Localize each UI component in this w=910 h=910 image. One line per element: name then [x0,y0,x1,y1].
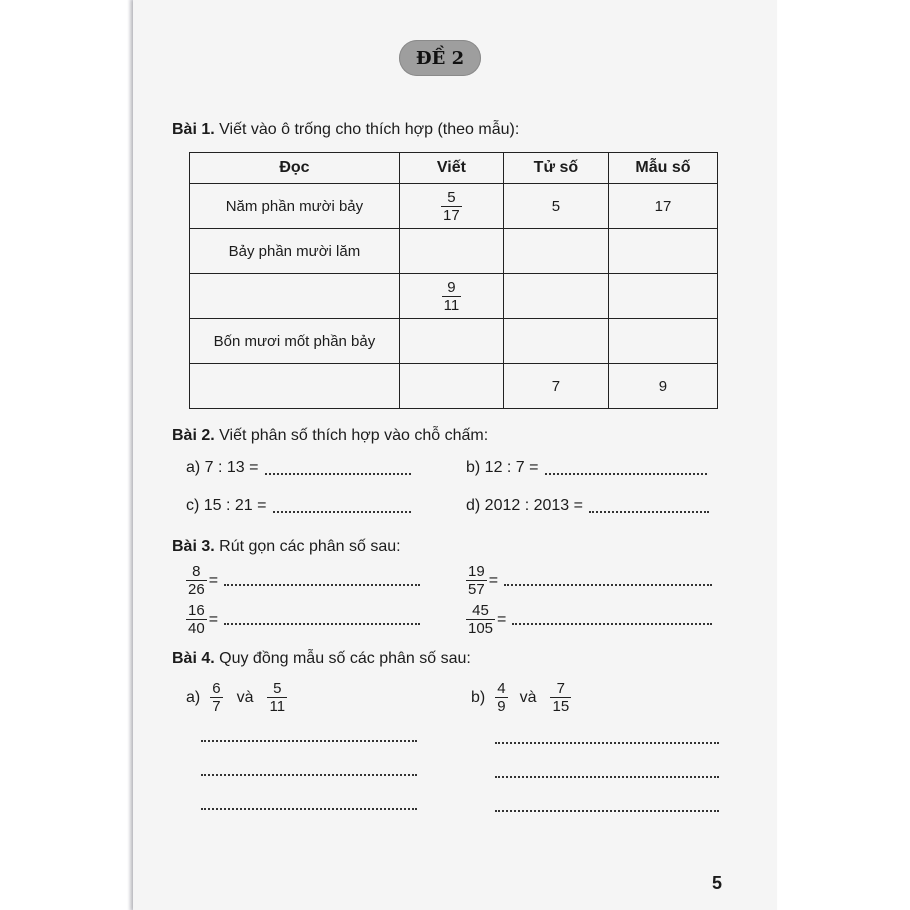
fraction [495,681,507,714]
table-row [190,319,718,364]
answer-blank[interactable] [512,622,712,625]
fraction [550,681,571,714]
equals-sign: = [497,610,507,628]
table-row [190,364,718,409]
fraction [442,280,462,313]
exercise-3-instruction: Rút gọn các phân số sau: [219,538,401,555]
denominator: 26 [188,581,205,598]
cell-tu-so: 7 [503,364,608,409]
denominator: 7 [212,698,221,715]
exercise-2d [466,497,709,515]
numerator: 8 [192,563,201,580]
exam-title-badge: ĐỀ 2 [399,40,481,76]
header-mau-so: Mẫu số [608,153,717,184]
table-row [190,229,718,274]
exercise-2a-text: a) 7 : 13 = [186,459,259,476]
exercise-1-label: Bài 1. [172,121,215,138]
exercise-3-label: Bài 3. [172,538,215,555]
exercise-2b-text: b) 12 : 7 = [466,459,539,476]
fraction [186,564,207,597]
denominator: 57 [468,581,485,598]
cell-viet [399,319,503,364]
answer-blank[interactable] [504,583,712,586]
exercise-4b [471,681,571,714]
answer-line[interactable] [201,740,417,742]
exercise-4-instruction: Quy đồng mẫu số các phân số sau: [219,650,471,667]
numerator: 5 [273,680,282,697]
cell-tu-so [503,229,608,274]
cell-viet [399,229,503,274]
cell-mau-so [608,229,717,274]
numerator: 7 [556,680,565,697]
answer-line[interactable] [201,774,417,776]
answer-blank[interactable] [545,472,707,475]
equals-sign: = [208,610,219,628]
exercise-4b-label: b) [471,688,486,706]
numerator: 5 [447,188,456,206]
fraction [466,603,495,636]
exercise-2c-text: c) 15 : 21 = [186,497,267,514]
exercise-2a [186,459,411,477]
equals-sign: = [488,571,499,589]
exercise-3-item-3 [186,603,420,636]
numerator: 9 [447,278,456,296]
cell-doc: Bốn mươi mốt phần bảy [190,319,400,364]
exercise-2-heading [172,427,488,445]
exercise-2d-text: d) 2012 : 2013 = [466,497,583,514]
denominator: 40 [188,620,205,637]
answer-line[interactable] [495,742,719,744]
and-word: và [236,688,254,706]
fraction [267,681,287,714]
answer-blank[interactable] [589,510,709,513]
answer-blank[interactable] [224,622,420,625]
cell-mau-so: 17 [608,184,717,229]
denominator: 17 [443,206,460,224]
numerator: 16 [188,602,205,619]
and-word: và [519,688,537,706]
exercise-2c [186,497,411,515]
exercise-2-label: Bài 2. [172,427,215,444]
cell-viet [399,274,503,319]
exercise-4-label: Bài 4. [172,650,215,667]
exercise-1-instruction: Viết vào ô trống cho thích hợp (theo mẫu): [219,121,520,138]
table-row [190,274,718,319]
page-number: 5 [712,873,723,893]
cell-mau-so [608,274,717,319]
answer-line[interactable] [201,808,417,810]
cell-viet [399,184,503,229]
numerator: 4 [497,680,506,697]
exercise-3-item-2 [466,564,712,597]
table-row [190,184,718,229]
denominator: 11 [443,296,460,314]
cell-tu-so: 5 [503,184,608,229]
exercise-2-instruction: Viết phân số thích hợp vào chỗ chấm: [219,427,489,444]
exercise-3-heading [172,538,401,556]
cell-doc [190,364,400,409]
table-header-row [190,153,718,184]
exercise-4a-label: a) [186,688,201,706]
denominator: 11 [269,698,286,715]
cell-doc: Năm phần mười bảy [190,184,400,229]
fraction [186,603,207,636]
answer-line[interactable] [495,810,719,812]
cell-doc [190,274,400,319]
cell-mau-so [608,319,717,364]
exercise-2b [466,459,707,477]
exercise-3-item-4 [466,603,712,636]
fraction [466,564,487,597]
cell-tu-so [503,274,608,319]
exercise-1-heading [172,121,519,139]
cell-tu-so [503,319,608,364]
numerator: 45 [472,602,489,619]
header-doc: Đọc [190,153,400,184]
denominator: 15 [552,698,570,715]
answer-line[interactable] [495,776,719,778]
answer-blank[interactable] [224,583,420,586]
denominator: 9 [497,698,506,715]
numerator: 19 [468,563,485,580]
exercise-3-item-1 [186,564,420,597]
cell-mau-so: 9 [608,364,717,409]
answer-blank[interactable] [273,510,411,513]
denominator: 105 [468,620,494,637]
header-viet: Viết [399,153,503,184]
header-tu-so: Tử số [503,153,608,184]
fraction [210,681,222,714]
fraction-table [189,152,718,409]
cell-doc: Bảy phần mười lăm [190,229,400,274]
cell-viet [399,364,503,409]
exercise-4-heading [172,650,471,668]
exercise-4a [186,681,287,714]
answer-blank[interactable] [265,472,411,475]
equals-sign: = [208,571,219,589]
numerator: 6 [212,680,221,697]
fraction [441,190,462,223]
